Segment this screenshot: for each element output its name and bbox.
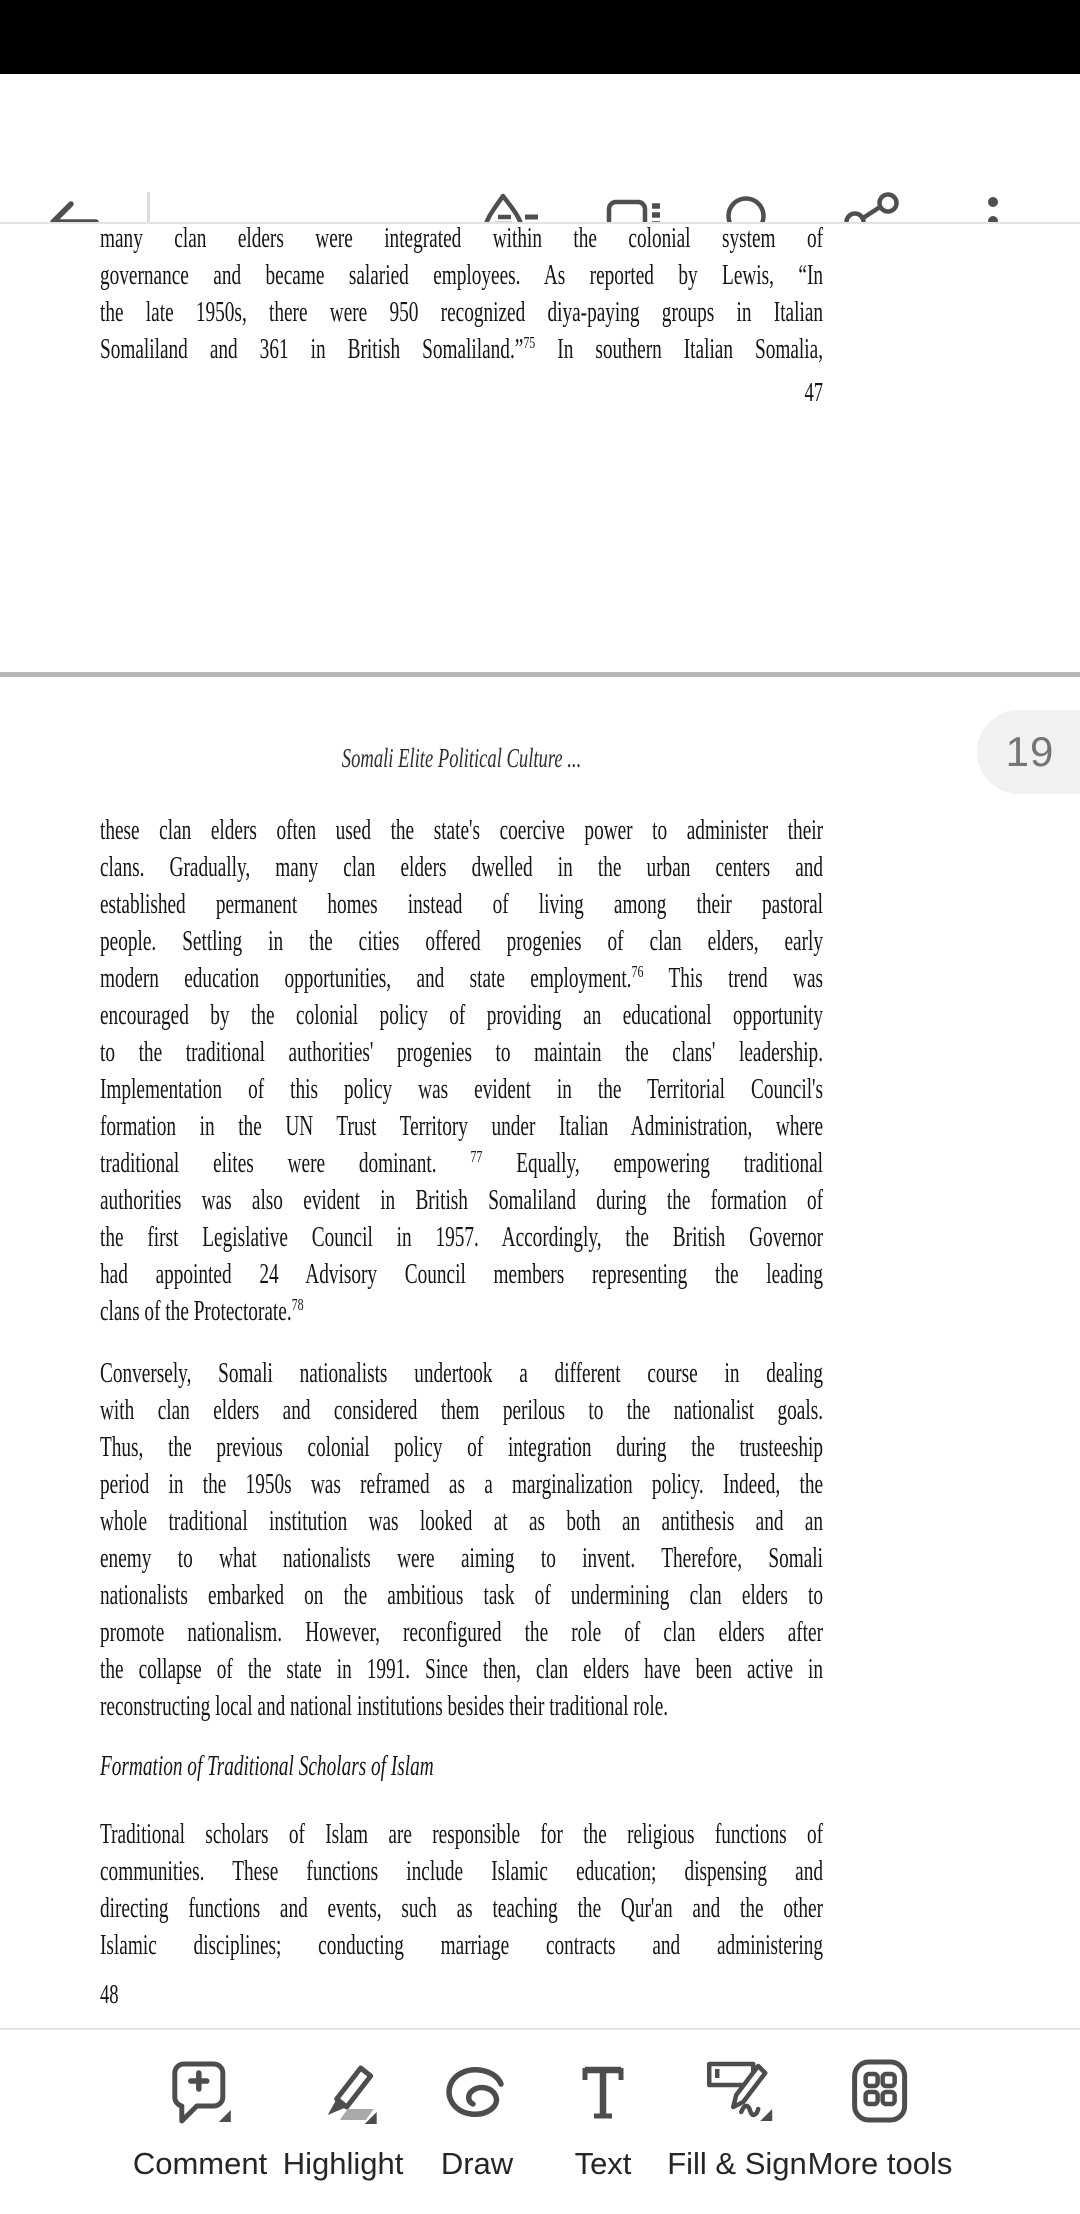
draw-scribble-icon bbox=[437, 2054, 517, 2134]
comment-add-icon bbox=[160, 2054, 240, 2134]
page-number-badge: 19 bbox=[977, 710, 1080, 794]
tool-draw-label: Draw bbox=[440, 2146, 514, 2181]
tool-comment-label: Comment bbox=[132, 2146, 268, 2181]
more-tools-icon bbox=[840, 2054, 920, 2134]
page19-paragraph-3: Traditional scholars of Islam are responsible for the religious functions of communities. These functions include Islamic education; dispensing and directing functions and events, such as teaching the Qur'an and the other Islamic disciplines; conducting marriage contracts and administering bbox=[100, 1819, 824, 1961]
text-tool-icon bbox=[563, 2054, 643, 2134]
tool-draw[interactable] bbox=[437, 2054, 517, 2182]
running-header: Somali Elite Political Culture ... bbox=[341, 743, 582, 773]
bottom-toolbar bbox=[0, 2030, 1080, 2214]
page48-number: 48 bbox=[100, 1979, 119, 2009]
tool-fill-sign[interactable] bbox=[667, 2054, 807, 2182]
tool-fill-sign-label: Fill & Sign bbox=[667, 2146, 807, 2181]
tool-text[interactable] bbox=[563, 2054, 643, 2182]
page47-body-text: many clan elders were integrated within the colonial system of governance and became salaried employees. As reported by Lewis, “In the late 1950s, there were 950 recognized diya-paying groups in Italian Somaliland and 361 in British Somaliland.”$^{75}$ In southern Italian Somalia, bbox=[100, 223, 824, 365]
tool-more-tools[interactable] bbox=[808, 2054, 953, 2182]
page19-paragraph-1: these clan elders often used the state's coercive power to administer their clans. Gradually, many clan elders dwelled in the urban centers and established permanent homes instead of living among their pastoral people. Settling in the cities offered progenies of clan elders, early modern education opportunities, and state employment.$^{76}$ This trend was encouraged by the colonial policy of providing an educational opportunity to the traditional authorities' progenies to maintain the clans' leadership. Implementation of this policy was evident in the Territorial Council's formation in the UN Trust Territory under Italian Administration, where traditional elites were dominant. $^{77}$ Equally, empowering traditional authorities was also evident in British Somaliland during the formation of the first Legislative Council in 1957. Accordingly, the British Governor had appointed 24 Advisory Council members representing the leading clans of the Protectorate.$^{78}$ bbox=[100, 815, 824, 1327]
tool-text-label: Text bbox=[574, 2146, 632, 2181]
highlighter-icon bbox=[303, 2054, 383, 2134]
fill-sign-icon bbox=[697, 2054, 777, 2134]
page47-number: 47 bbox=[804, 377, 824, 407]
tool-highlight[interactable] bbox=[283, 2054, 404, 2182]
tool-highlight-label: Highlight bbox=[282, 2146, 404, 2181]
tool-more-tools-label: More tools bbox=[807, 2146, 953, 2181]
tool-comment[interactable] bbox=[133, 2054, 267, 2182]
page19-paragraph-2: Conversely, Somali nationalists undertook a different course in dealing with clan elders and considered them perilous to the nationalist goals. Thus, the previous colonial policy of integration during the trusteeship period in the 1950s was reframed as a marginalization policy. Indeed, the whole traditional institution was looked at as both an antithesis and an enemy to what nationalists were aiming to invent. Therefore, Somali nationalists embarked on the ambitious task of undermining clan elders to promote nationalism. However, reconfigured the role of clan elders after the collapse of the state in 1991. Since then, clan elders have been active in reconstructing local and national institutions besides their traditional role. bbox=[100, 1358, 824, 1722]
section-heading: Formation of Traditional Scholars of Islam bbox=[100, 1751, 434, 1782]
document-text-layer bbox=[100, 0, 823, 2214]
